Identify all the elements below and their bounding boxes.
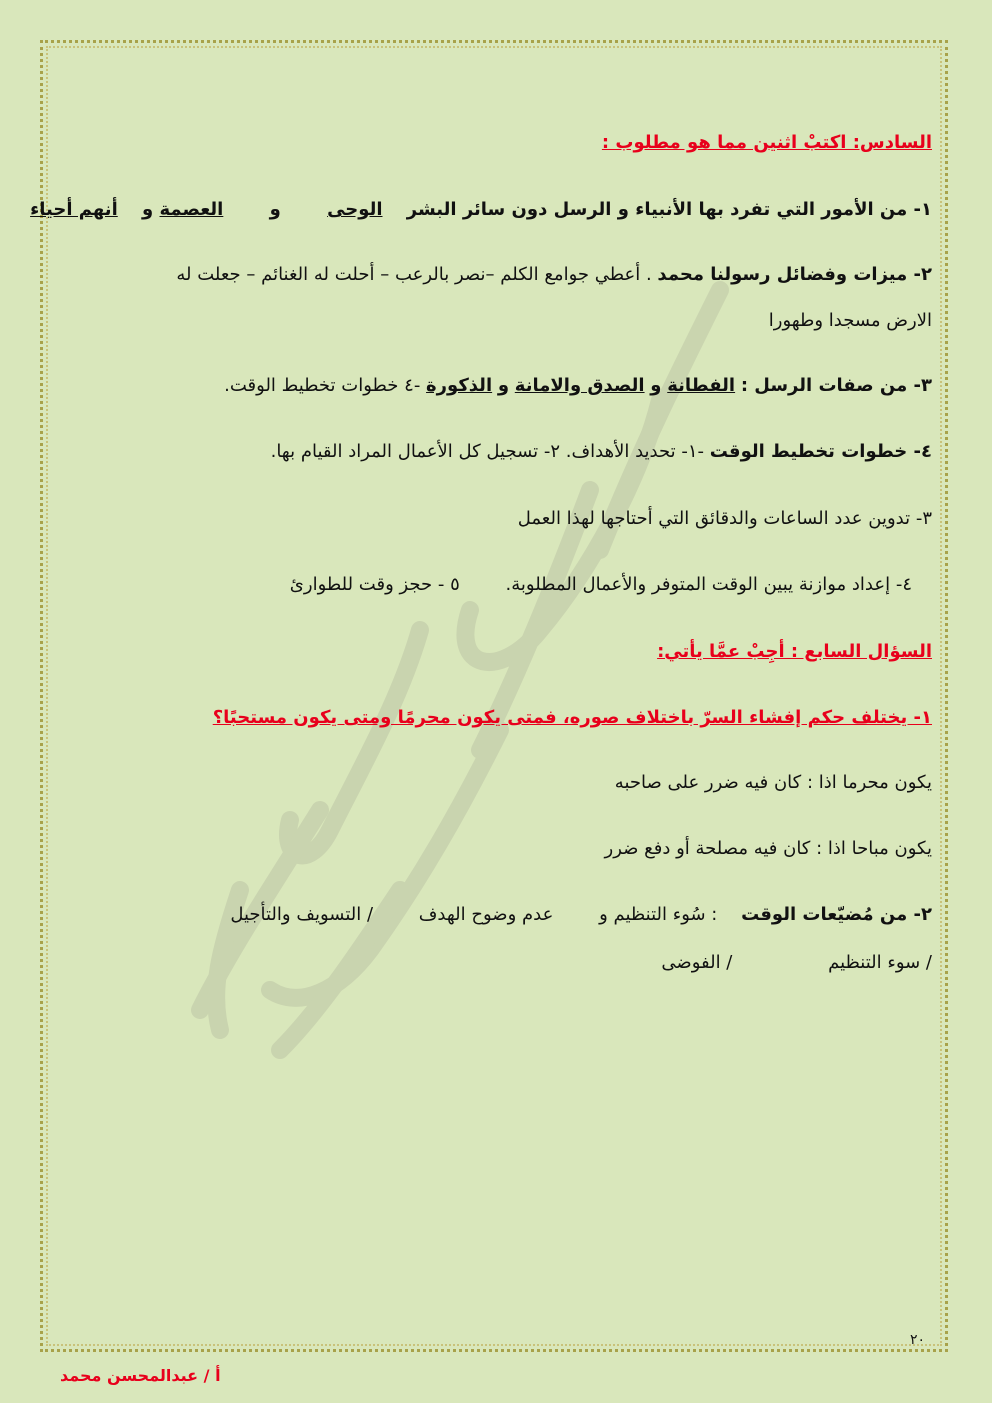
q7-answer-2b: عدم وضوح الهدف: [418, 904, 554, 925]
page-number: ٢٠: [910, 1332, 926, 1348]
q6-item-3-and-2: و: [497, 375, 510, 396]
q6-item-2-cont: الارض مسجدا وطهورا: [768, 310, 932, 331]
q7-answer-2e: / الفوضى: [661, 952, 733, 973]
q7-question-1: ١- يختلف حكم إفشاء السرّ باختلاف صوره، فمتى يكون محرمًا ومتى يكون مستحبًا؟: [212, 707, 932, 728]
q7-answer-2d: / سوء التنظيم: [828, 952, 932, 973]
q6-item-2: [60, 262, 932, 288]
q6-item-3-answer-2: الصدق والامانة: [514, 375, 645, 396]
page-border-inner: [46, 46, 942, 1346]
q6-item-2-answer: . أعطي جوامع الكلم –نصر بالرعب – أحلت له الغنائم – جعلت له: [176, 264, 652, 285]
q6-item-1-and-1: و: [269, 199, 281, 220]
q6-title: السادس: اكتبْ اثنين مما هو مطلوب :: [601, 132, 932, 153]
q7-answer-2a: : سُوء التنظيم و: [599, 904, 718, 925]
q6-item-1-answer-1: الوحى: [327, 199, 383, 220]
q7-question-2-stem: ٢- من مُضيّعات الوقت: [741, 904, 932, 925]
q7-answer-2c: / التسويف والتأجيل: [230, 904, 374, 925]
q6-item-1-answer-2: العصمة: [159, 199, 224, 220]
q7-answer-1b: يكون مباحا اذا : كان فيه مصلحة أو دفع ضرر: [604, 838, 932, 859]
q6-item-4-stem: ٤- خطوات تخطيط الوقت: [709, 441, 932, 462]
q6-item-1: [30, 197, 932, 223]
q6-item-3-stem: ٣- من صفات الرسل :: [740, 375, 932, 396]
q6-item-4: [60, 439, 932, 465]
q7-answer-1a: يكون محرما اذا : كان فيه ضرر على صاحبه: [614, 772, 932, 793]
q6-item-3-answer-3: الذكورة: [426, 375, 493, 396]
q6-item-3: [60, 373, 932, 399]
author-signature: أ / عبدالمحسن محمد: [60, 1366, 221, 1385]
q6-item-3-tail: -٤ خطوات تخطيط الوقت.: [224, 375, 421, 396]
q6-item-2-stem: ٢- ميزات وفضائل رسولنا محمد: [657, 264, 932, 285]
q6-item-4-steps-4-5: [60, 572, 912, 598]
q6-step-4: ٤- إعداد موازنة يبين الوقت المتوفر والأعمال المطلوبة.: [505, 574, 912, 595]
q6-item-1-stem: ١- من الأمور التي تفرد بها الأنبياء و الرسل دون سائر البشر: [406, 199, 932, 220]
q7-title: السؤال السابع : أجِبْ عمَّا يأتي:: [657, 641, 932, 662]
q6-item-3-answer-1: الفطانة: [667, 375, 736, 396]
q7-question-2: [60, 902, 932, 928]
q6-item-1-and-2: و: [142, 199, 154, 220]
q7-question-2-cont: [60, 950, 932, 976]
q6-item-4-step-3: ٣- تدوين عدد الساعات والدقائق التي أحتاجها لهذا العمل: [517, 508, 932, 529]
q6-item-1-answer-3: أنهم أحياء: [30, 199, 118, 220]
q6-item-3-and-1: و: [650, 375, 662, 396]
q6-item-4-answer: -١- تحديد الأهداف. ٢- تسجيل كل الأعمال المراد القيام بها.: [270, 441, 704, 462]
q6-step-5: ٥ - حجز وقت للطوارئ: [289, 574, 460, 595]
